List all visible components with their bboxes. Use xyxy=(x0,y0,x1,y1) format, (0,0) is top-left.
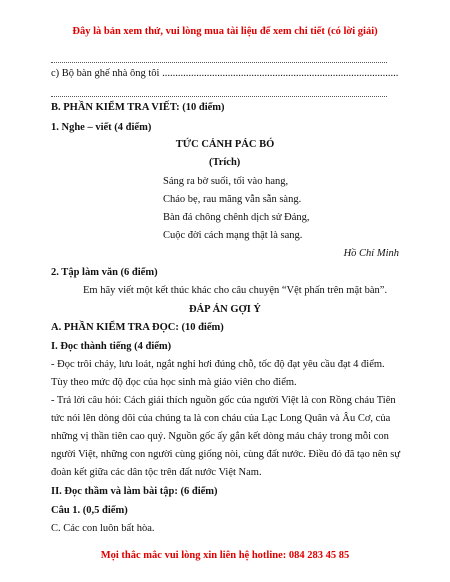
answer-key-title: ĐÁP ÁN GỢI Ý xyxy=(188,304,262,315)
paragraph-line: người Việt, những con người cùng giống nòi, cùng đất nước. Điều đó đã tạo nên sự xyxy=(51,449,401,460)
header-notice: Đây là bản xem thử, vui lòng mua tài liệu để xem chi tiết (có lời giải) xyxy=(72,26,378,37)
question-1-answer: C. Các con luôn bất hòa. xyxy=(51,523,155,534)
dotted-answer-line xyxy=(51,95,387,97)
paragraph-line: tức nói lên dòng dõi của chúng ta là con cháu của Lạc Long Quân và Âu Cơ, của xyxy=(51,413,391,424)
footer-hotline-notice: Mọi thắc mắc vui lòng xin liên hệ hotline: 084 283 45 85 xyxy=(100,550,350,561)
question-2-title: 2. Tập làm văn (6 điểm) xyxy=(51,267,158,278)
question-1-title: 1. Nghe – viết (4 điểm) xyxy=(51,122,152,133)
paragraph-line: Tùy theo mức độ đọc của học sinh mà giáo viên cho điểm. xyxy=(51,377,297,388)
poem-title: TỨC CẢNH PÁC BÓ xyxy=(175,139,275,150)
part-2-title: II. Đọc thầm và làm bài tập: (6 điểm) xyxy=(51,486,218,497)
section-a-title: A. PHẦN KIỂM TRA ĐỌC: (10 điểm) xyxy=(51,322,224,333)
paragraph-line: đoàn kết giữa các dân tộc trên đất nước Việt Nam. xyxy=(51,467,262,478)
poem-line: Bàn đá chông chênh dịch sử Đảng, xyxy=(163,212,310,223)
question-2-text: Em hãy viết một kết thúc khác cho câu chuyện “Vệt phấn trên mặt bàn”. xyxy=(83,285,388,296)
poem-line: Cháo bẹ, rau măng vẫn sẵn sàng. xyxy=(163,194,302,205)
poem-line: Cuộc đời cách mạng thật là sang. xyxy=(163,230,303,241)
paragraph-line: - Trả lời câu hỏi: Cách giải thích nguồn gốc của người Việt là con Rồng cháu Tiên xyxy=(51,395,396,406)
paragraph-line: những vị thần tiên cao quý. Nguồn gốc ấy gắn kết dòng máu chảy trong mỗi con xyxy=(51,431,389,442)
poem-line: Sáng ra bờ suối, tối vào hang, xyxy=(163,176,289,187)
paragraph-line: - Đọc trôi chảy, lưu loát, ngắt nghỉ hơi đúng chỗ, tốc độ đạt yêu cầu đạt 4 điểm. xyxy=(51,359,385,370)
part-1-title: I. Đọc thành tiếng (4 điểm) xyxy=(51,341,172,352)
exercise-line-c: c) Bộ bàn ghế nhà ông tôi .......................................................................................... xyxy=(51,68,399,79)
question-1-answer-title: Câu 1. (0,5 điểm) xyxy=(51,505,128,516)
dotted-answer-line xyxy=(51,61,387,63)
section-b-title: B. PHẦN KIỂM TRA VIẾT: (10 điểm) xyxy=(51,102,225,113)
poem-subtitle: (Trích) xyxy=(209,157,241,168)
poem-author: Hồ Chí Minh xyxy=(343,248,399,259)
